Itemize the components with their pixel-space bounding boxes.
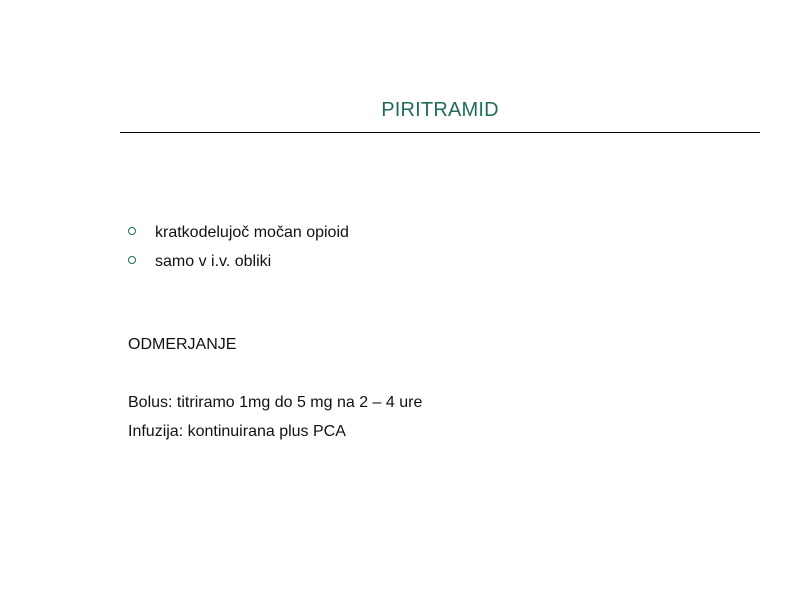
section-heading: ODMERJANJE	[128, 336, 237, 353]
bullet-item	[128, 218, 349, 247]
dosage-line-bolus: Bolus: titriramo 1mg do 5 mg na 2 – 4 ure	[128, 394, 423, 411]
hollow-circle-bullet-icon	[128, 256, 136, 264]
bullet-text: kratkodelujoč močan opioid	[155, 223, 349, 241]
title-underline	[120, 132, 760, 133]
dosage-line-infusion: Infuzija: kontinuirana plus PCA	[128, 423, 346, 440]
bullet-list	[128, 218, 349, 276]
hollow-circle-bullet-icon	[128, 227, 136, 235]
bullet-text: samo v i.v. obliki	[155, 252, 272, 270]
bullet-item	[128, 247, 349, 276]
slide-title: PIRITRAMID	[381, 99, 499, 121]
